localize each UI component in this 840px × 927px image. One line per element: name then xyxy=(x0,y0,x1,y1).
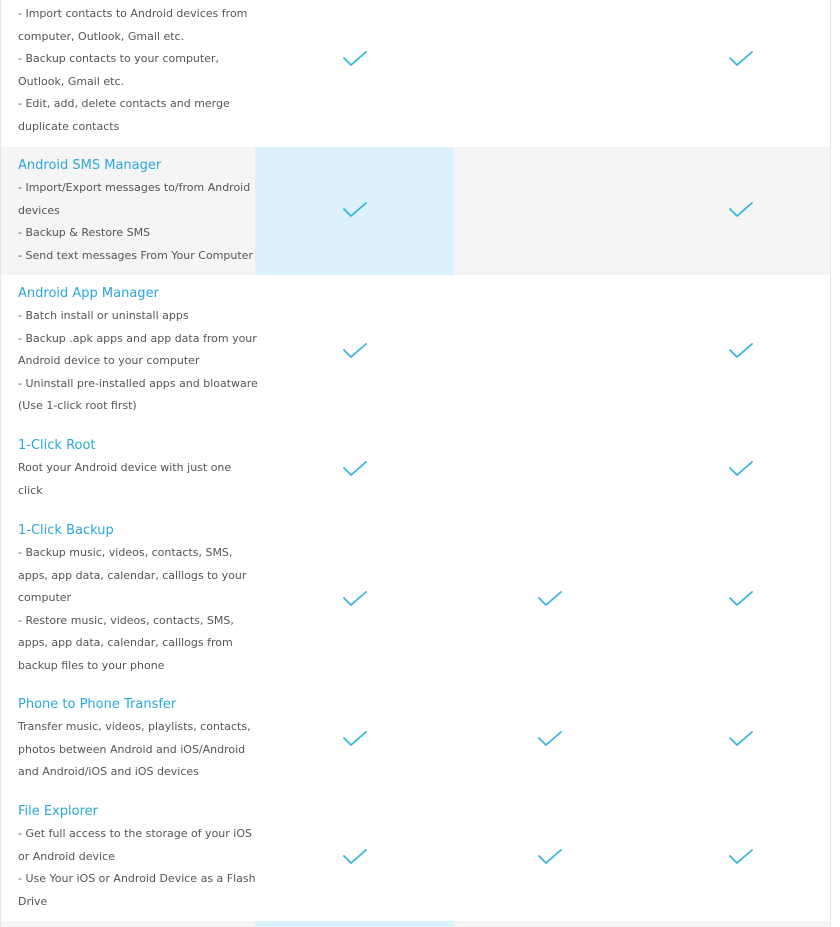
feature-line: backup files to your phone xyxy=(18,658,165,672)
highlight-column xyxy=(255,921,454,927)
feature-line: - Backup & Restore SMS xyxy=(18,226,151,239)
feature-line: - Import/Export messages to/from Android xyxy=(18,181,251,194)
check-icon xyxy=(728,590,754,608)
check-icon xyxy=(342,460,368,478)
check-icon xyxy=(728,848,754,866)
feature-title: Phone to Phone Transfer xyxy=(18,697,177,712)
feature-title: Android SMS Manager xyxy=(18,158,162,173)
check-icon xyxy=(537,590,563,608)
feature-line: - Backup contacts to your computer, xyxy=(18,52,219,65)
table-row xyxy=(1,275,830,425)
feature-line: - Import contacts to Android devices from xyxy=(18,7,248,20)
table-row xyxy=(1,425,830,510)
feature-line: - Backup music, videos, contacts, SMS, xyxy=(18,546,233,559)
feature-title: 1-Click Root xyxy=(18,438,96,453)
check-icon xyxy=(728,342,754,360)
feature-line: Outlook, Gmail etc. xyxy=(18,74,125,88)
feature-description xyxy=(18,801,256,913)
feature-line: - Use Your iOS or Android Device as a Flash xyxy=(18,872,256,885)
check-icon xyxy=(728,50,754,68)
feature-description xyxy=(18,694,250,784)
feature-line: - Uninstall pre-installed apps and bloatware xyxy=(18,376,258,390)
check-icon xyxy=(728,201,754,219)
check-icon xyxy=(342,730,368,748)
feature-description xyxy=(18,520,250,677)
feature-line: Root your Android device with just one xyxy=(18,461,232,474)
feature-line: photos between Android and iOS/Android xyxy=(18,742,246,756)
feature-line: Drive xyxy=(18,894,48,908)
feature-line: (Use 1-click root first) xyxy=(18,399,137,412)
check-icon xyxy=(342,201,368,219)
table-row xyxy=(1,510,830,684)
check-icon xyxy=(728,460,754,478)
feature-line: Android device to your computer xyxy=(18,354,200,367)
feature-title: 1-Click Backup xyxy=(18,523,114,538)
feature-line: or Android device xyxy=(18,849,115,863)
feature-line: - Restore music, videos, contacts, SMS, xyxy=(18,613,234,627)
feature-line: - Send text messages From Your Computer xyxy=(18,248,253,262)
feature-line: - Backup .apk apps and app data from your xyxy=(18,331,257,345)
feature-line: apps, app data, calendar, calllogs from xyxy=(18,636,233,649)
feature-line: computer, Outlook, Gmail etc. xyxy=(18,29,185,43)
check-icon xyxy=(342,590,368,608)
feature-line: apps, app data, calendar, calllogs to your xyxy=(18,568,247,582)
feature-description xyxy=(18,435,250,502)
feature-line: - Edit, add, delete contacts and merge xyxy=(18,97,230,110)
check-icon xyxy=(342,50,368,68)
feature-line: click xyxy=(18,483,43,497)
feature-line: and Android/iOS and iOS devices xyxy=(18,765,199,778)
feature-line: computer xyxy=(18,591,72,604)
check-icon xyxy=(342,342,368,360)
feature-line: duplicate contacts xyxy=(18,119,120,133)
feature-line: - Batch install or uninstall apps xyxy=(18,309,189,322)
check-icon xyxy=(537,730,563,748)
feature-description xyxy=(18,3,250,138)
check-icon xyxy=(728,730,754,748)
feature-line: Transfer music, videos, playlists, contacts, xyxy=(18,720,251,733)
feature-line: devices xyxy=(18,203,60,217)
table-row xyxy=(1,791,830,921)
feature-description xyxy=(18,283,258,418)
table-row xyxy=(1,684,830,791)
check-icon xyxy=(342,848,368,866)
feature-title: Android App Manager xyxy=(18,286,159,301)
table-row xyxy=(1,147,830,275)
table-row xyxy=(1,0,830,147)
feature-description xyxy=(18,155,253,267)
feature-title: File Explorer xyxy=(18,804,99,819)
feature-line: - Get full access to the storage of your iOS xyxy=(18,827,252,840)
check-icon xyxy=(537,848,563,866)
